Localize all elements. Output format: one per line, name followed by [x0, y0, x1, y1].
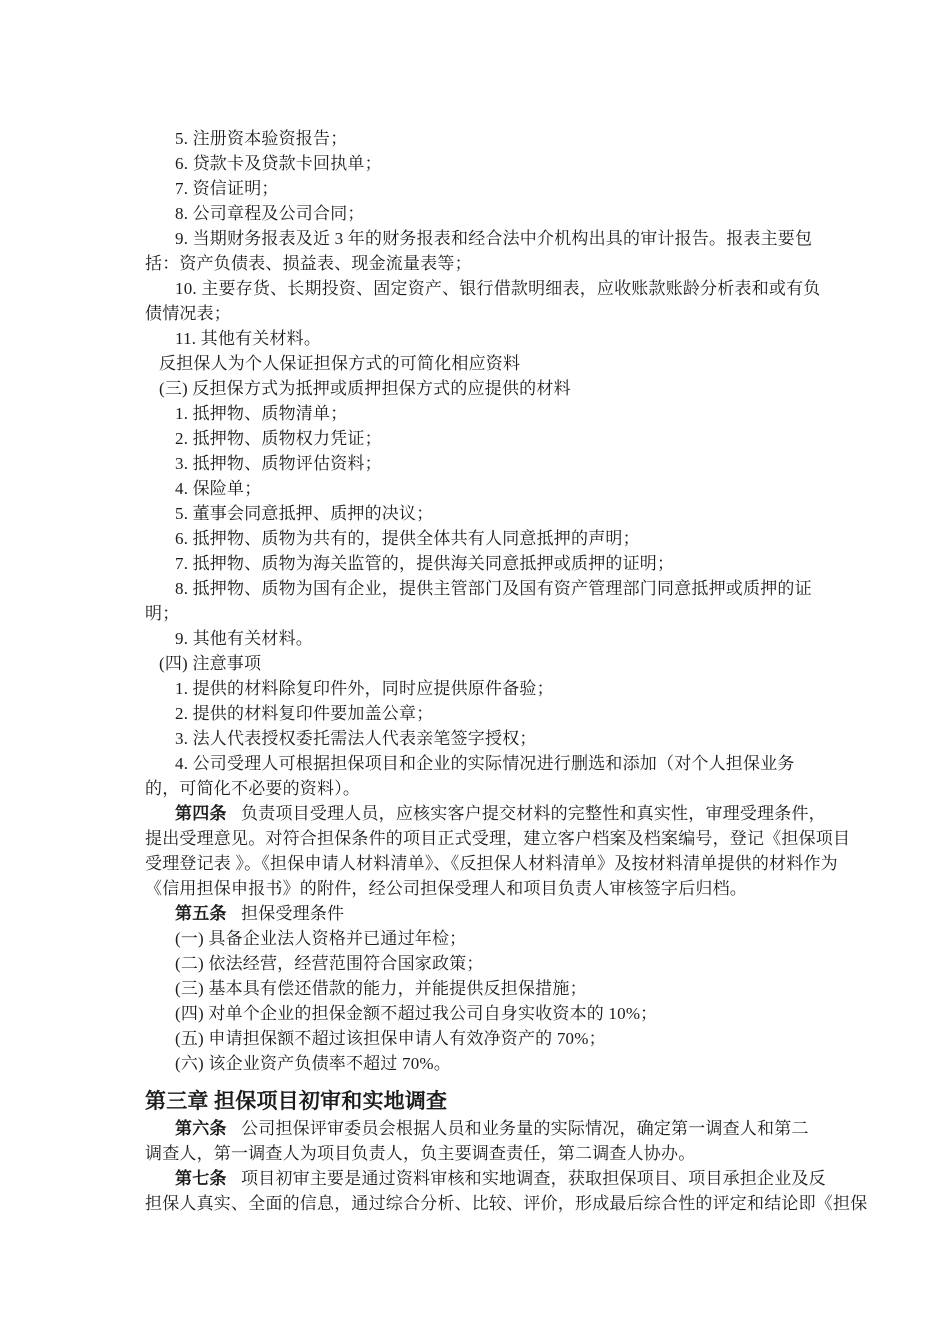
chapter-heading: 第三章 担保项目初审和实地调查	[145, 1089, 448, 1113]
article-label: 第四条	[175, 804, 227, 823]
list-item: 9. 当期财务报表及近 3 年的财务报表和经合法中介机构出具的审计报告。报表主要包	[175, 229, 813, 248]
article-text: 负责项目受理人员，应核实客户提交材料的完整性和真实性，审理受理条件，	[241, 804, 826, 823]
list-item: (一) 具备企业法人资格并已通过年检；	[175, 929, 467, 948]
list-item: 7. 抵押物、质物为海关监管的，提供海关同意抵押或质押的证明；	[175, 554, 675, 573]
list-item-continuation: 明；	[145, 604, 180, 623]
list-item-continuation: 括：资产负债表、损益表、现金流量表等；	[145, 254, 472, 273]
list-item: 4. 公司受理人可根据担保项目和企业的实际情况进行删选和添加（对个人担保业务	[175, 754, 795, 773]
article-line	[145, 801, 826, 826]
list-item: 6. 抵押物、质物为共有的，提供全体共有人同意抵押的声明；	[175, 529, 640, 548]
list-item: (五) 申请担保额不超过该担保申请人有效净资产的 70%；	[175, 1029, 606, 1048]
article-line	[145, 1166, 826, 1191]
list-item: 2. 提供的材料复印件要加盖公章；	[175, 704, 434, 723]
article-text: 担保受理条件	[241, 904, 345, 923]
list-item: 1. 抵押物、质物清单；	[175, 404, 348, 423]
list-item: 5. 董事会同意抵押、质押的决议；	[175, 504, 434, 523]
list-item: 1. 提供的材料除复印件外，同时应提供原件备验；	[175, 679, 554, 698]
list-item: 11. 其他有关材料。	[175, 329, 322, 348]
list-item: (二) 依法经营，经营范围符合国家政策；	[175, 954, 484, 973]
list-item: (三) 基本具有偿还借款的能力，并能提供反担保措施；	[175, 979, 587, 998]
article-label: 第五条	[175, 904, 227, 923]
list-item: 9. 其他有关材料。	[175, 629, 313, 648]
list-item: (六) 该企业资产负债率不超过 70%。	[175, 1054, 451, 1073]
list-item: 5. 注册资本验资报告；	[175, 129, 348, 148]
article-continuation: 调查人，第一调查人为项目负责人，负主要调查责任，第二调查人协办。	[145, 1144, 696, 1163]
list-item: 2. 抵押物、质物权力凭证；	[175, 429, 382, 448]
document-content	[145, 126, 868, 1216]
list-item-continuation: 的，可简化不必要的资料）。	[145, 779, 361, 798]
list-item: 8. 抵押物、质物为国有企业，提供主管部门及国有资产管理部门同意抵押或质押的证	[175, 579, 812, 598]
article-label: 第六条	[175, 1119, 227, 1138]
list-item: 7. 资信证明；	[175, 179, 279, 198]
list-item: (四) 对单个企业的担保金额不超过我公司自身实收资本的 10%；	[175, 1004, 658, 1023]
list-item: 3. 法人代表授权委托需法人代表亲笔签字授权；	[175, 729, 537, 748]
article-text: 项目初审主要是通过资料审核和实地调查，获取担保项目、项目承担企业及反	[241, 1169, 826, 1188]
list-item: 6. 贷款卡及贷款卡回执单；	[175, 154, 382, 173]
list-item: 10. 主要存货、长期投资、固定资产、银行借款明细表，应收账款账龄分析表和或有负	[175, 279, 821, 298]
section-subheading: (四) 注意事项	[159, 654, 262, 673]
article-continuation: 《信用担保申报书》的附件，经公司担保受理人和项目负责人审核签字后归档。	[145, 879, 747, 898]
article-line	[145, 901, 815, 926]
list-item: 3. 抵押物、质物评估资料；	[175, 454, 382, 473]
list-item: 8. 公司章程及公司合同；	[175, 204, 365, 223]
section-subheading: (三) 反担保方式为抵押或质押担保方式的应提供的材料	[159, 379, 571, 398]
article-line	[145, 1116, 815, 1141]
article-continuation: 受理登记表 》。《担保申请人材料清单》、《反担保人材料清单》及按材料清单提供的材料作为	[145, 854, 838, 873]
list-item: 4. 保险单；	[175, 479, 262, 498]
article-continuation: 提出受理意见。对符合担保条件的项目正式受理，建立客户档案及档案编号，登记《担保项目	[145, 829, 851, 848]
list-item-continuation: 债情况表；	[145, 304, 231, 323]
section-note: 反担保人为个人保证担保方式的可简化相应资料	[159, 354, 521, 373]
article-label: 第七条	[175, 1169, 227, 1188]
article-text: 公司担保评审委员会根据人员和业务量的实际情况，确定第一调查人和第二	[241, 1119, 809, 1138]
article-continuation: 担保人真实、全面的信息，通过综合分析、比较、评价，形成最后综合性的评定和结论即《担保	[145, 1194, 868, 1213]
